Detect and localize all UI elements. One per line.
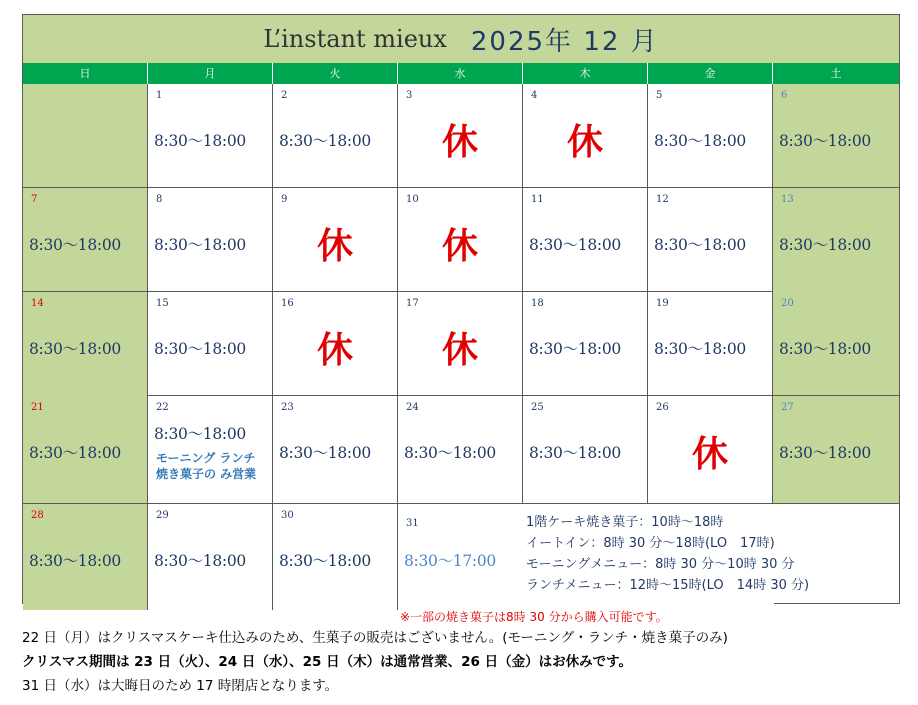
info-line-cake: 1階ケーキ焼き菓子：10時〜18時 xyxy=(526,515,724,530)
weekday-tue: 火 xyxy=(273,63,398,84)
day-cell-16 xyxy=(273,292,398,396)
weekday-fri: 金 xyxy=(648,63,773,84)
day-number: 10 xyxy=(406,194,419,205)
weekday-thu: 木 xyxy=(523,63,648,84)
closed-mark: 休 xyxy=(441,226,478,267)
shop-name: L’instant mieux xyxy=(263,25,447,53)
day-cell-18 xyxy=(523,292,648,396)
week-row xyxy=(23,84,899,188)
week-row xyxy=(23,188,899,292)
day-number: 22 xyxy=(156,402,169,413)
day-cell-26 xyxy=(648,396,773,504)
day-cell-27 xyxy=(773,396,899,504)
opening-hours: 8:30〜18:00 xyxy=(29,340,121,358)
day-cell-19 xyxy=(648,292,773,396)
day-cell-8 xyxy=(148,188,273,292)
day-22-note: モーニング ランチ 焼き菓子の み営業 xyxy=(156,451,257,481)
opening-hours: 8:30〜18:00 xyxy=(29,552,121,570)
weekday-sun: 日 xyxy=(23,63,148,84)
week-row xyxy=(23,292,899,396)
day-cell-7 xyxy=(23,188,148,292)
weekday-mon: 月 xyxy=(148,63,273,84)
day-number: 16 xyxy=(281,298,294,309)
opening-hours: 8:30〜18:00 xyxy=(154,340,246,358)
day-number: 2 xyxy=(281,90,288,101)
day-cell-2 xyxy=(273,84,398,188)
calendar xyxy=(22,14,900,604)
day-number: 5 xyxy=(656,90,663,101)
day-cell-15 xyxy=(148,292,273,396)
opening-hours: 8:30〜18:00 xyxy=(154,236,246,254)
day-number: 4 xyxy=(531,90,538,101)
info-line-eatin: イートイン：8時 30 分〜18時(LO 17時) xyxy=(526,536,775,551)
day-cell-5 xyxy=(648,84,773,188)
calendar-header xyxy=(23,15,899,64)
day-number: 14 xyxy=(31,298,44,309)
opening-hours: 8:30〜18:00 xyxy=(779,444,871,462)
weekday-sat: 土 xyxy=(830,67,842,80)
day-number: 8 xyxy=(156,194,163,205)
day-cell-28 xyxy=(23,504,148,610)
day-number: 13 xyxy=(781,194,794,205)
day-cell-24 xyxy=(398,396,523,504)
day-cell-20 xyxy=(773,292,899,396)
weekday-wed: 水 xyxy=(398,63,523,84)
day-cell-29 xyxy=(148,504,273,610)
day-number: 25 xyxy=(531,402,544,413)
opening-hours: 8:30〜18:00 xyxy=(779,236,871,254)
opening-hours: 8:30〜18:00 xyxy=(529,236,621,254)
opening-hours: 8:30〜18:00 xyxy=(279,552,371,570)
day-cell-17 xyxy=(398,292,523,396)
day-number: 18 xyxy=(531,298,544,309)
day-cell-11 xyxy=(523,188,648,292)
day-cell-31 xyxy=(398,504,810,610)
day-cell-6 xyxy=(773,84,899,188)
opening-hours: 8:30〜18:00 xyxy=(29,444,121,462)
day-number: 23 xyxy=(281,402,294,413)
day-cell-9 xyxy=(273,188,398,292)
day-number: 28 xyxy=(31,510,44,521)
day-number: 6 xyxy=(781,90,788,101)
day-number: 3 xyxy=(406,90,413,101)
day-number: 21 xyxy=(31,402,44,413)
closed-mark: 休 xyxy=(316,226,353,267)
day-cell-13 xyxy=(773,188,899,292)
day-number: 7 xyxy=(31,194,38,205)
opening-hours-31: 8:30〜17:00 xyxy=(404,552,496,570)
day-cell-12 xyxy=(648,188,773,292)
day-number: 31 xyxy=(406,518,419,529)
day-number: 12 xyxy=(656,194,669,205)
day-number: 15 xyxy=(156,298,169,309)
opening-hours: 8:30〜18:00 xyxy=(279,132,371,150)
day-number: 11 xyxy=(531,194,544,205)
footer-note-1: 22 日（月）はクリスマスケーキ仕込みのため、生菓子の販売はございません。(モーニング・ランチ・焼き菓子のみ) xyxy=(22,630,728,646)
closed-mark: 休 xyxy=(566,122,603,163)
day-number: 30 xyxy=(281,510,294,521)
day-cell-empty xyxy=(23,84,148,188)
day-number: 9 xyxy=(281,194,288,205)
calendar-grid xyxy=(23,84,899,610)
closed-mark: 休 xyxy=(441,330,478,371)
day-number: 29 xyxy=(156,510,169,521)
day-number: 26 xyxy=(656,402,669,413)
day-cell-21 xyxy=(23,396,148,504)
opening-hours: 8:30〜18:00 xyxy=(404,444,496,462)
week-row xyxy=(23,504,899,610)
opening-hours: 8:30〜18:00 xyxy=(279,444,371,462)
info-line-morning: モーニングメニュー：8時 30 分〜10時 30 分 xyxy=(526,557,795,572)
day-cell-30 xyxy=(273,504,398,610)
closed-mark: 休 xyxy=(441,122,478,163)
day-number: 27 xyxy=(781,402,794,413)
opening-hours: 8:30〜18:00 xyxy=(29,236,121,254)
day-number: 24 xyxy=(406,402,419,413)
opening-hours: 8:30〜18:00 xyxy=(154,132,246,150)
day-number: 1 xyxy=(156,90,163,101)
day-number: 17 xyxy=(406,298,419,309)
day-cell-10 xyxy=(398,188,523,292)
baked-goods-note: ※一部の焼き菓子は8時 30 分から購入可能です。 xyxy=(400,610,668,624)
opening-hours: 8:30〜18:00 xyxy=(654,340,746,358)
opening-hours: 8:30〜18:00 xyxy=(779,340,871,358)
day-cell-23 xyxy=(273,396,398,504)
opening-hours: 8:30〜18:00 xyxy=(154,425,246,443)
opening-hours: 8:30〜18:00 xyxy=(154,552,246,570)
day-number: 20 xyxy=(781,298,794,309)
day-cell-25 xyxy=(523,396,648,504)
opening-hours: 8:30〜18:00 xyxy=(529,444,621,462)
closed-mark: 休 xyxy=(691,434,728,475)
opening-hours: 8:30〜18:00 xyxy=(654,236,746,254)
day-cell-1 xyxy=(148,84,273,188)
closed-mark: 休 xyxy=(316,330,353,371)
day-cell-14 xyxy=(23,292,148,396)
weekday-header xyxy=(23,63,899,84)
hours-info xyxy=(526,512,809,596)
info-line-lunch: ランチメニュー：12時〜15時(LO 14時 30 分) xyxy=(526,578,810,593)
opening-hours: 8:30〜18:00 xyxy=(779,132,871,150)
year-month: 2025年 12 月 xyxy=(470,26,659,57)
opening-hours: 8:30〜18:00 xyxy=(654,132,746,150)
day-cell-4 xyxy=(523,84,648,188)
day-cell-22 xyxy=(148,396,273,504)
footer-note-2: クリスマス期間は 23 日（火）、24 日（水）、25 日（木）は通常営業、26 日（金）はお休みです。 xyxy=(22,654,633,670)
day-cell-3 xyxy=(398,84,523,188)
week-row xyxy=(23,396,899,504)
opening-hours: 8:30〜18:00 xyxy=(529,340,621,358)
day-number: 19 xyxy=(656,298,669,309)
footer-note-3: 31 日（水）は大晦日のため 17 時閉店となります。 xyxy=(22,678,339,694)
